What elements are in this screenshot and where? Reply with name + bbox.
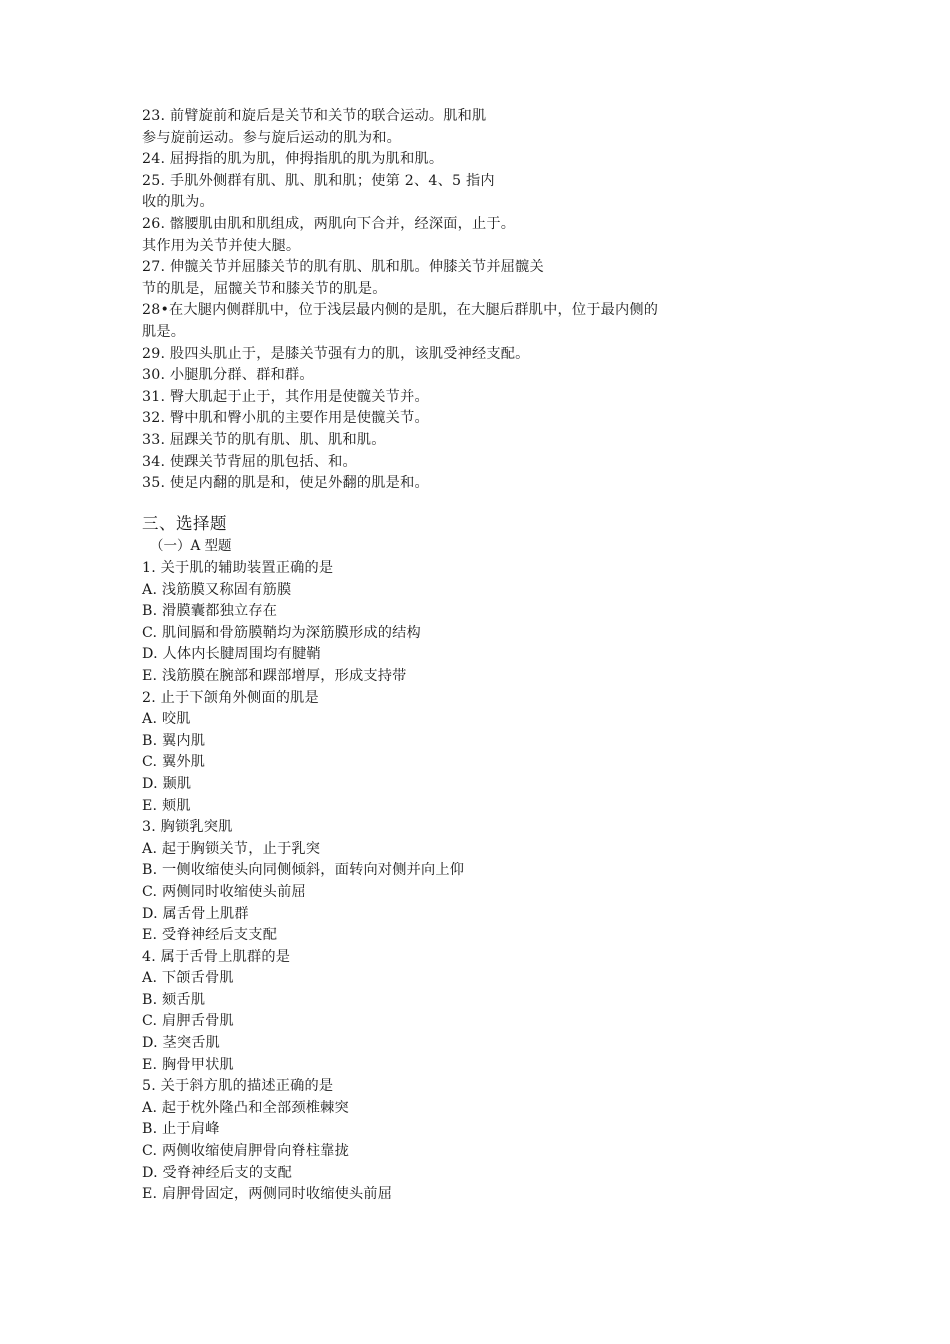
answer-option: E. 受脊神经后支支配 (142, 927, 278, 944)
text-line: 参与旋前运动。参与旋后运动的肌为和。 (142, 129, 401, 146)
text-line: 35. 使足内翻的肌是和，使足外翻的肌是和。 (142, 475, 429, 492)
text-line: 收的肌为。 (142, 194, 214, 211)
text-line: 节的肌是，屈髋关节和膝关节的肌是。 (142, 280, 387, 297)
answer-option: C. 肌间膈和骨筋膜鞘均为深筋膜形成的结构 (142, 624, 421, 641)
answer-option: E. 浅筋膜在腕部和踝部增厚，形成支持带 (142, 667, 407, 684)
answer-option: D. 颞肌 (142, 775, 192, 792)
answer-option: B. 颏舌肌 (142, 991, 206, 1008)
answer-option: A. 起于胸锁关节，止于乳突 (142, 840, 321, 857)
text-line: 31. 臀大肌起于止于，其作用是使髋关节并。 (142, 388, 429, 405)
text-line: 28•在大腿内侧群肌中，位于浅层最内侧的是肌，在大腿后群肌中，位于最内侧的 (142, 302, 659, 319)
text-line: 34. 使踝关节背屈的肌包括、和。 (142, 453, 357, 470)
subsection-title: （一）A 型题 (150, 538, 232, 554)
fill-in-questions (142, 106, 782, 495)
answer-option: B. 止于肩峰 (142, 1121, 220, 1138)
answer-option: B. 滑膜囊都独立存在 (142, 603, 278, 620)
text-line: 其作用为关节并使大腿。 (142, 237, 301, 254)
answer-option: A. 浅筋膜又称固有筋膜 (142, 581, 292, 598)
text-line: 26. 髂腰肌由肌和肌组成，两肌向下合并，经深面，止于。 (142, 215, 516, 232)
text-line: 肌是。 (142, 323, 186, 340)
multiple-choice-questions (142, 558, 782, 1206)
text-line: 23. 前臂旋前和旋后是关节和关节的联合运动。肌和肌 (142, 108, 487, 124)
answer-option: D. 人体内长腱周围均有腱鞘 (142, 646, 321, 663)
answer-option: A. 起于枕外隆凸和全部颈椎棘突 (142, 1099, 349, 1116)
text-line: 29. 股四头肌止于，是膝关节强有力的肌，该肌受神经支配。 (142, 345, 530, 362)
question-stem: 3. 胸锁乳突肌 (142, 819, 233, 836)
answer-option: D. 属舌骨上肌群 (142, 905, 249, 922)
question-stem: 4. 属于舌骨上肌群的是 (142, 948, 291, 965)
answer-option: E. 颊肌 (142, 797, 191, 814)
text-line: 24. 屈拇指的肌为肌，伸拇指肌的肌为肌和肌。 (142, 151, 444, 168)
question-stem: 1. 关于肌的辅助装置正确的是 (142, 560, 334, 576)
answer-option: A. 下颌舌骨肌 (142, 970, 234, 987)
section-title: 三、选择题 (142, 514, 227, 533)
question-stem: 2. 止于下颌角外侧面的肌是 (142, 689, 319, 706)
text-line: 32. 臀中肌和臀小肌的主要作用是使髋关节。 (142, 410, 429, 427)
answer-option: E. 肩胛骨固定，两侧同时收缩使头前屈 (142, 1186, 393, 1203)
answer-option: B. 翼内肌 (142, 732, 206, 749)
answer-option: B. 一侧收缩使头向同侧倾斜，面转向对侧并向上仰 (142, 862, 465, 879)
answer-option: C. 肩胛舌骨肌 (142, 1013, 234, 1030)
answer-option: C. 翼外肌 (142, 754, 206, 771)
answer-option: D. 受脊神经后支的支配 (142, 1164, 292, 1181)
question-stem: 5. 关于斜方肌的描述正确的是 (142, 1078, 334, 1095)
text-line: 33. 屈踝关节的肌有肌、肌、肌和肌。 (142, 431, 386, 448)
answer-option: E. 胸骨甲状肌 (142, 1056, 234, 1073)
text-line: 27. 伸髋关节并屈膝关节的肌有肌、肌和肌。伸膝关节并屈髋关 (142, 259, 544, 276)
text-line: 30. 小腿肌分群、群和群。 (142, 367, 314, 384)
answer-option: C. 两侧收缩使肩胛骨向脊柱靠拢 (142, 1143, 350, 1160)
answer-option: D. 茎突舌肌 (142, 1035, 221, 1052)
answer-option: C. 两侧同时收缩使头前屈 (142, 883, 306, 900)
text-line: 25. 手肌外侧群有肌、肌、肌和肌；使第 2、4、5 指内 (142, 172, 495, 189)
answer-option: A. 咬肌 (142, 711, 191, 728)
